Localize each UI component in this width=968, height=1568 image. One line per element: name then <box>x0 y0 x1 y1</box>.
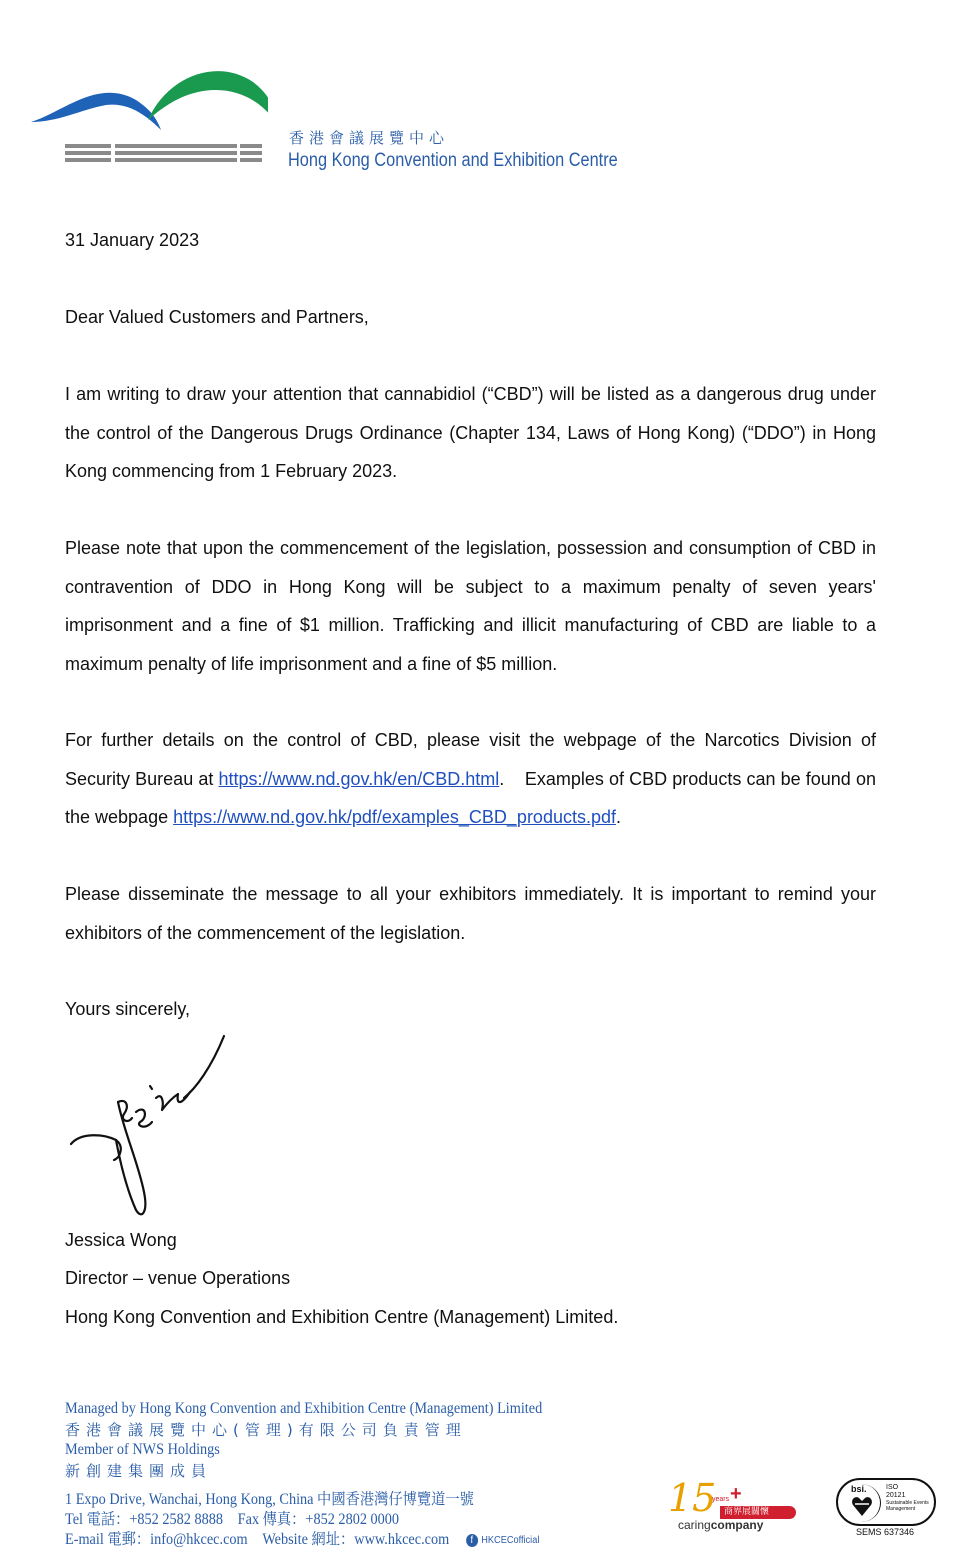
bsi-heart-icon <box>851 1495 873 1517</box>
tel-label: Tel 電話： <box>65 1511 130 1528</box>
cbd-examples-link[interactable]: https://www.nd.gov.hk/pdf/examples_CBD_products.pdf <box>173 807 616 827</box>
paragraph-text: For further details on the control of CBD, please visit the webpage of the Narcotics Division of Security Bureau at <box>65 730 876 789</box>
iso-label: ISO <box>886 1484 899 1491</box>
caring-company-logo <box>664 1476 804 1537</box>
letter-salutation: Dear Valued Customers and Partners, <box>65 307 369 327</box>
footer-email-website <box>65 1527 539 1549</box>
caring-cn-text: 商界展關懷 <box>724 1507 770 1517</box>
facebook-icon: f <box>466 1534 478 1547</box>
bsi-label: bsi. <box>851 1484 867 1494</box>
caring-years-label: years <box>712 1496 730 1503</box>
sems-cert-number: SEMS 637346 <box>856 1527 915 1537</box>
logo-grey-bars <box>65 144 262 162</box>
footer-member-en: Member of NWS Holdings <box>65 1441 220 1458</box>
paragraph-further-details <box>65 721 881 837</box>
caring-company-wordmark <box>678 1518 763 1532</box>
handwritten-signature <box>66 1032 231 1222</box>
footer-managed-cn: 香港會議展覽中心(管理)有限公司負責管理 <box>65 1421 467 1439</box>
letter-date: 31 January 2023 <box>65 230 200 250</box>
fax-label: Fax 傳真： <box>237 1511 306 1528</box>
org-name-en: Hong Kong Convention and Exhibition Centre <box>288 150 618 171</box>
org-name-cn: 香港會議展覽中心 <box>289 129 450 147</box>
caring-years-number: 15 <box>668 1476 717 1520</box>
logo-green-sail <box>148 71 268 126</box>
paragraph-penalties: Please note that upon the commencement of the legislation, possession and consumption of CBD in contravention of DDO in Hong Kong will be subject to a maximum penalty of seven years' imprisonment and a fine of $1 million. Trafficking and illicit manufacturing of CBD are liable to a maximum penalty of life imprisonment and a fine of $5 million. <box>65 538 876 674</box>
iso-text <box>886 1484 932 1512</box>
email-label: E-mail 電郵： <box>65 1531 151 1548</box>
iso-number: 20121 <box>886 1492 906 1499</box>
logo-blue-wave <box>31 93 161 130</box>
paragraph-cbd-listing: I am writing to draw your attention that cannabidiol (“CBD”) will be listed as a dangerous drug under the control of the Dangerous Drugs Ordinance (Chapter 134, Laws of Hong Kong) (“DDO”) in Hong Kong commencing from 1 February 2023. <box>65 384 876 481</box>
footer-member-cn: 新創建集團成員 <box>65 1462 213 1480</box>
paragraph-text: . Examples of CBD products can be found on the webpage <box>65 768 881 827</box>
footer-tel-fax <box>65 1507 399 1529</box>
website-label: Website 網址： <box>262 1531 355 1548</box>
company-word: company <box>710 1518 764 1532</box>
bsi-iso-badge <box>836 1478 936 1526</box>
bsi-mark <box>842 1484 881 1522</box>
hkcec-logo <box>28 60 268 175</box>
facebook-handle[interactable]: HKCECofficial <box>481 1534 540 1546</box>
paragraph-text: . <box>616 807 622 827</box>
signer-title: Director – venue Operations <box>65 1268 291 1288</box>
caring-plus-icon: + <box>730 1483 742 1505</box>
letter-closing: Yours sincerely, <box>65 999 191 1019</box>
iso-description: Sustainable Events Management <box>886 1500 929 1512</box>
tel-number: +852 2582 8888 <box>129 1511 223 1528</box>
fax-number: +852 2802 0000 <box>305 1511 400 1528</box>
paragraph-disseminate: Please disseminate the message to all your exhibitors immediately. It is important to remind your exhibitors of the commencement of the legislation. <box>65 884 876 943</box>
nd-cbd-link[interactable]: https://www.nd.gov.hk/en/CBD.html <box>218 768 500 789</box>
signer-name: Jessica Wong <box>65 1230 177 1250</box>
signer-organization: Hong Kong Convention and Exhibition Centre (Management) Limited. <box>65 1307 619 1327</box>
email-address[interactable]: info@hkcec.com <box>150 1531 248 1548</box>
caring-word: caring <box>678 1518 711 1532</box>
footer-managed-en: Managed by Hong Kong Convention and Exhibition Centre (Management) Limited <box>65 1400 543 1417</box>
footer-address: 1 Expo Drive, Wanchai, Hong Kong, China 中國香港灣仔博覽道一號 <box>65 1491 474 1508</box>
website-url[interactable]: www.hkcec.com <box>354 1531 450 1548</box>
